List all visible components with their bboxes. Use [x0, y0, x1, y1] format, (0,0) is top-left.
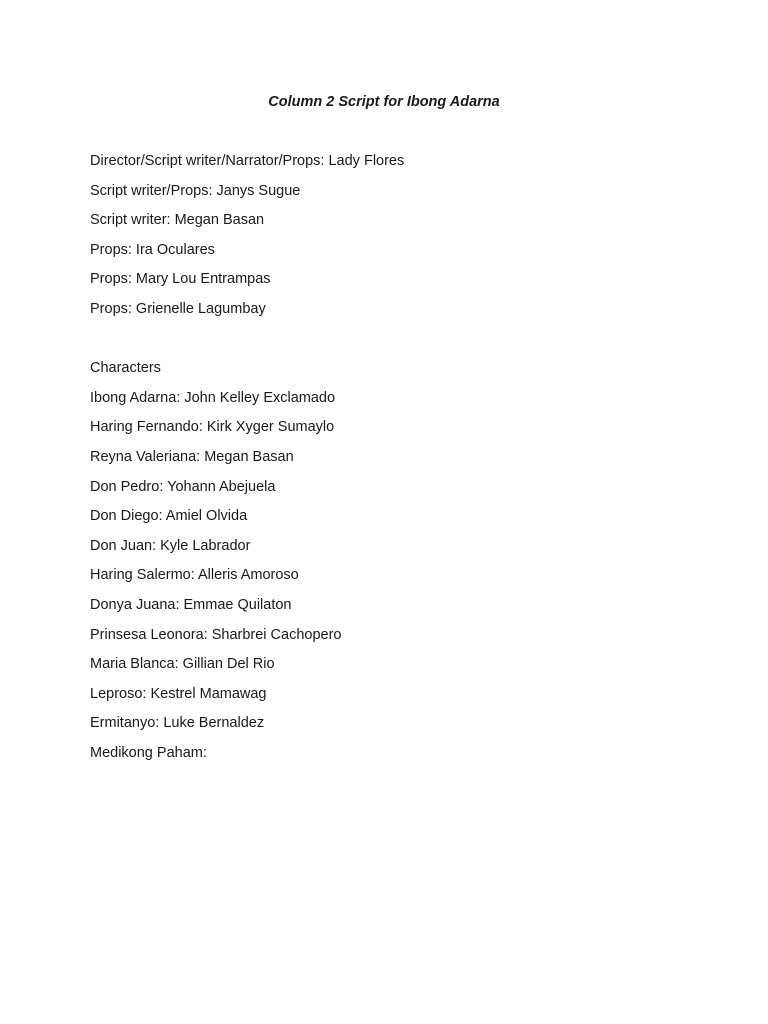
document-title: Column 2 Script for Ibong Adarna	[268, 94, 500, 110]
character-line: Ibong Adarna: John Kelley Exclamado	[90, 389, 336, 406]
character-line: Medikong Paham:	[90, 744, 207, 761]
character-line: Don Juan: Kyle Labrador	[90, 537, 251, 554]
character-line: Ermitanyo: Luke Bernaldez	[90, 715, 265, 732]
character-line: Reyna Valeriana: Megan Basan	[90, 448, 294, 465]
character-line: Donya Juana: Emmae Quilaton	[90, 596, 292, 613]
characters-heading: Characters	[90, 360, 161, 377]
character-line: Don Diego: Amiel Olvida	[90, 508, 248, 525]
character-line: Haring Salermo: Alleris Amoroso	[90, 567, 299, 584]
character-line: Prinsesa Leonora: Sharbrei Cachopero	[90, 626, 342, 643]
crew-line: Props: Mary Lou Entrampas	[90, 271, 271, 288]
crew-line: Script writer: Megan Basan	[90, 212, 265, 229]
crew-line: Props: Grienelle Lagumbay	[90, 300, 266, 317]
paragraph-gap	[90, 329, 404, 359]
character-line: Haring Fernando: Kirk Xyger Sumaylo	[90, 419, 335, 436]
crew-line: Props: Ira Oculares	[90, 241, 215, 258]
crew-line: Script writer/Props: Janys Sugue	[90, 182, 301, 199]
document-body	[90, 151, 404, 772]
crew-line: Director/Script writer/Narrator/Props: Lady Flores	[90, 153, 405, 169]
character-line: Leproso: Kestrel Mamawag	[90, 685, 267, 702]
character-line: Don Pedro: Yohann Abejuela	[90, 478, 276, 495]
character-line: Maria Blanca: Gillian Del Rio	[90, 656, 275, 673]
